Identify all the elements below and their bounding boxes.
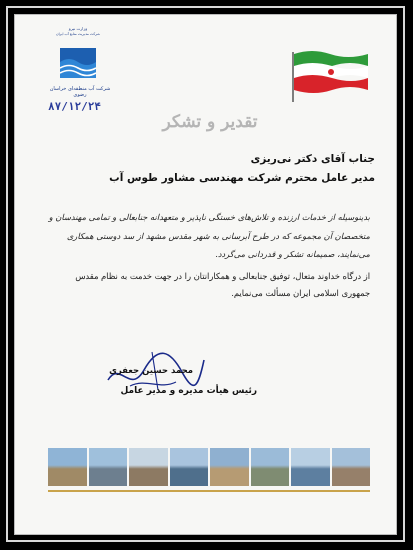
letter-body xyxy=(48,208,370,302)
project-photo xyxy=(48,448,87,486)
paragraph-wishes: از درگاه خداوند متعال، توفیق جنابعالی و همکارانتان را در جهت خدمت به نظام مقدس جمهوری اسلامی ایران مسألت می‌نمایم. xyxy=(75,270,370,298)
project-photo xyxy=(170,448,209,486)
project-photo xyxy=(210,448,249,486)
recipient-position: مدیر عامل محترم شرکت مهندسی مشاور طوس آب xyxy=(109,172,375,184)
project-photo xyxy=(129,448,168,486)
letter-date: ۸۷/۱۲/۲۴ xyxy=(48,100,101,113)
footer-divider xyxy=(48,490,370,492)
photo-strip xyxy=(48,448,370,486)
recipient-name: جناب آقای دکتر نی‌ریزی xyxy=(250,153,375,165)
project-photo xyxy=(332,448,371,486)
letter-heading: تقدیر و تشکر xyxy=(162,112,258,132)
svg-text:شرکت مدیریت منابع آب ایران: شرکت مدیریت منابع آب ایران xyxy=(56,32,100,36)
signatory-name: محمد حسین جعفری xyxy=(109,366,193,376)
project-photo xyxy=(291,448,330,486)
project-photo xyxy=(251,448,290,486)
signatory-title: رئیس هیأت مدیره و مدیر عامل xyxy=(120,386,257,396)
paragraph-appreciation: بدینوسیله از خدمات ارزنده و تلاش‌های خستگی ناپذیر و متعهدانه جنابعالی و تمامی مهندسان و متخصصان آن مجموعه که در طرح آبرسانی به شهر مقدس مشهد از سد دوستی همکاری می‌نمایند، صمیمانه تشکر و قدردانی می‌گردد. xyxy=(48,212,370,259)
project-photo xyxy=(89,448,128,486)
svg-text:وزارت نیرو: وزارت نیرو xyxy=(68,26,88,31)
water-company-logo-icon xyxy=(50,22,106,96)
logo-caption: شرکت آب منطقه‌ای خراسان رضوی xyxy=(49,86,111,98)
iran-flag-icon xyxy=(292,48,370,102)
